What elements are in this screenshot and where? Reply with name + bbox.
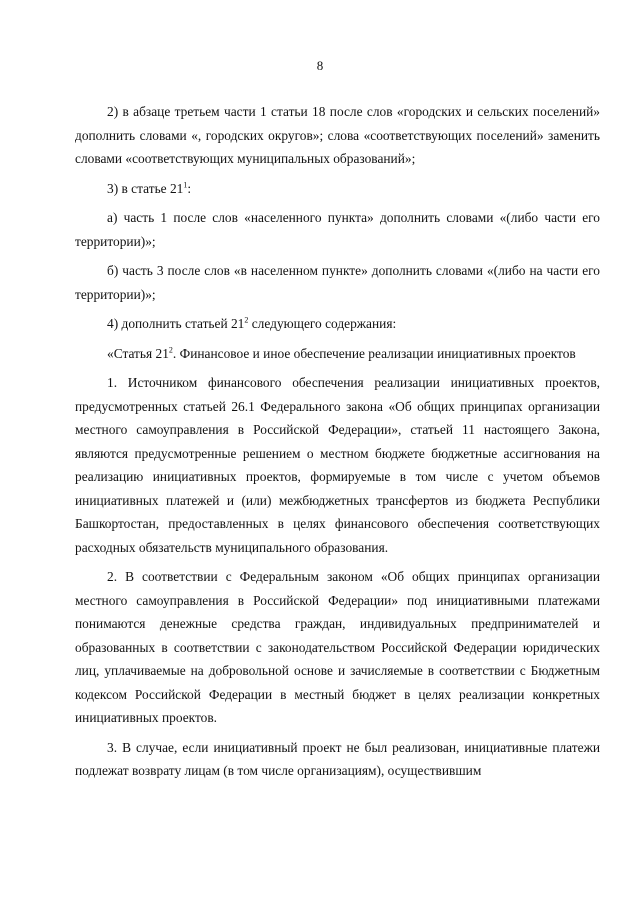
document-body <box>75 100 600 783</box>
paragraph-item-2: 2) в абзаце третьем части 1 статьи 18 после слов «городских и сельских поселений» дополнить словами «, городских округов»; слова «соответствующих поселений» заменить словами «соответствующих муниципальных образований»; <box>75 104 600 166</box>
paragraph-subitem-a: а) часть 1 после слов «населенного пункта» дополнить словами «(либо части его территории)»; <box>75 210 600 249</box>
paragraph-item-3: 3) в статье $21^1$: <box>107 180 192 196</box>
article-clause-1: 1. Источником финансового обеспечения реализации инициативных проектов, предусмотренных статьей 26.1 Федерального закона «Об общих принципах организации местного самоуправления в Российской Федерации», статьей 11 настоящего Закона, являются предусмотренные решением о местном бюджете бюджетные ассигнования на реализацию инициативных проектов, формируемые в том числе с учетом объемов инициативных платежей и (или) межбюджетных трансфертов из бюджета Республики Башкортостан, предоставленных в целях финансового обеспечения соответствующих расходных обязательств муниципального образования. <box>75 375 600 555</box>
paragraph-item-4: 4) дополнить статьей $21^2$ следующего содержания: <box>107 315 397 331</box>
article-clause-3: 3. В случае, если инициативный проект не был реализован, инициативные платежи подлежат возврату лицам (в том числе организациям), осуществившим <box>75 739 600 778</box>
article-clause-2: 2. В соответствии с Федеральным законом «Об общих принципах организации местного самоуправления в Российской Федерации» под инициативными платежами понимаются денежные средства граждан, индивидуальных предпринимателей и образованных в соответствии с законодательством Российской Федерации юридических лиц, уплачиваемые на добровольной основе и зачисляемые в соответствии с Бюджетным кодексом Российской Федерации в местный бюджет в целях реализации конкретных инициативных проектов. <box>75 569 600 725</box>
page-number: 8 <box>316 58 324 73</box>
paragraph-subitem-b: б) часть 3 после слов «в населенном пункте» дополнить словами «(либо на части его территории)»; <box>75 263 600 302</box>
article-heading: «Статья $21^2$. Финансовое и иное обеспечение реализации инициативных проектов <box>107 345 576 361</box>
